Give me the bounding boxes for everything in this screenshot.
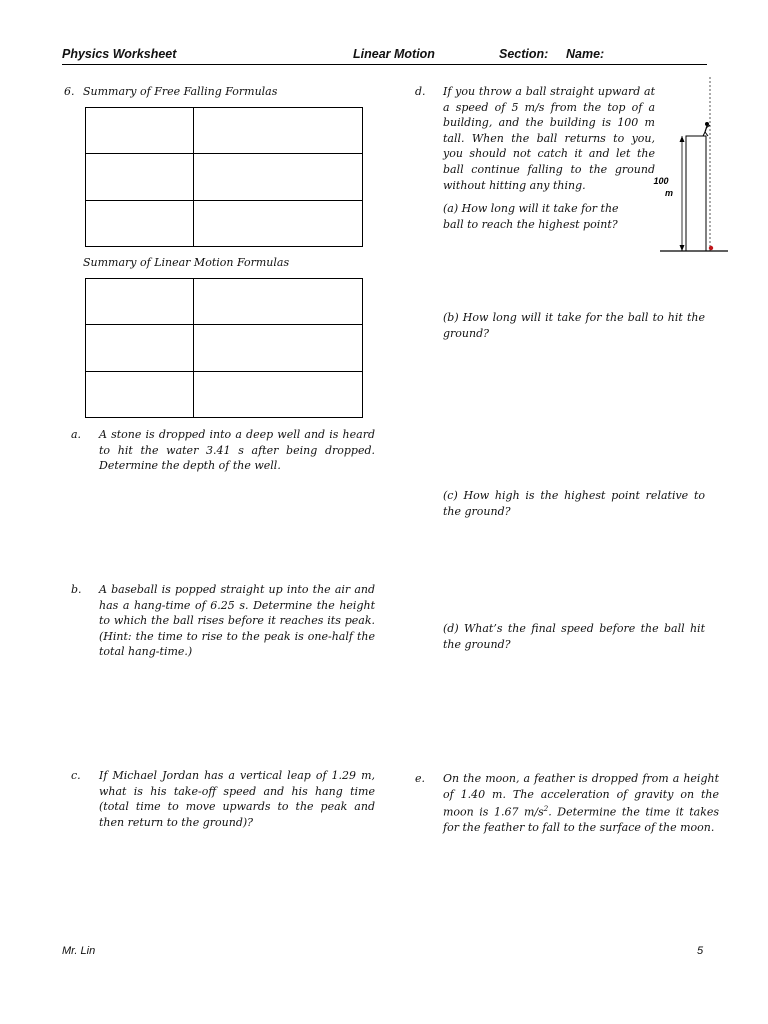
person-icon (703, 122, 710, 136)
table-cell[interactable] (194, 200, 363, 246)
problem-d-part-d: (d) What’s the final speed before the ball hit the ground? (443, 622, 705, 651)
problem-d-letter: d. (415, 85, 426, 98)
problem-d-part-b: (b) How long will it take for the ball to hit the ground? (443, 311, 705, 340)
table-cell[interactable] (194, 279, 363, 325)
problem-a (71, 427, 375, 474)
table-cell[interactable] (86, 371, 194, 417)
problem-e-letter: e. (415, 772, 426, 785)
table-cell[interactable] (194, 154, 363, 200)
table-cell[interactable] (194, 108, 363, 154)
problem-d (415, 84, 655, 193)
name-label: Name: (566, 47, 605, 61)
building-height-unit: m (664, 188, 674, 198)
table-cell[interactable] (194, 325, 363, 371)
problem-e-text-after: . Determine the time it takes for the feather to fall to the surface of the moon. (443, 805, 720, 835)
table-cell[interactable] (86, 154, 194, 200)
table-row (86, 279, 363, 325)
linear-motion-heading: Summary of Linear Motion Formulas (83, 256, 290, 269)
problem-b-letter: b. (71, 583, 82, 596)
problem-e (415, 771, 720, 836)
problem-d-text: If you throw a ball straight upward at a speed of 5 m/s from the top of a building, and the building is 100 m tall. When the ball returns to you, you should not catch it and let the ball continue falling to the ground without hitting any thing. (443, 85, 655, 192)
table-cell[interactable] (86, 325, 194, 371)
table-row (86, 108, 363, 154)
problem-d-part-c: (c) How high is the highest point relative to the ground? (443, 489, 705, 518)
table-cell[interactable] (86, 108, 194, 154)
question-number: 6. (64, 85, 75, 98)
building-height-value: 100 (653, 176, 669, 186)
table-cell[interactable] (194, 371, 363, 417)
topic-title: Linear Motion (353, 47, 435, 61)
page-number: 5 (697, 945, 704, 957)
free-fall-heading: Summary of Free Falling Formulas (83, 85, 278, 98)
arrow-head-top (680, 136, 685, 142)
building-figure (648, 75, 730, 257)
free-fall-formula-table (85, 107, 363, 247)
problem-a-letter: a. (71, 428, 82, 441)
problem-c-letter: c. (71, 769, 81, 782)
worksheet-title: Physics Worksheet (62, 47, 177, 61)
problem-c-text: If Michael Jordan has a vertical leap of 1.29 m, what is his take-off speed and his hang time (total time to move upwards to the peak and then return to the ground)? (99, 769, 375, 829)
table-cell[interactable] (86, 200, 194, 246)
header-divider (62, 64, 707, 65)
problem-b-text: A baseball is popped straight up into the air and has a hang-time of 6.25 s. Determine the height to which the ball rises before it reaches its peak. (Hint: the time to rise to the peak is one-half the total hang-time.) (99, 583, 375, 659)
section-label: Section: (499, 47, 549, 61)
table-row (86, 200, 363, 246)
footer-author: Mr. Lin (62, 945, 96, 957)
table-row (86, 371, 363, 417)
table-row (86, 154, 363, 200)
problem-a-text: A stone is dropped into a deep well and is heard to hit the water 3.41 s after being dropped. Determine the depth of the well. (99, 428, 375, 473)
problem-c (71, 768, 375, 830)
table-cell[interactable] (86, 279, 194, 325)
arrow-head-bottom (680, 245, 685, 251)
problem-d-part-a: (a) How long will it take for the ball to reach the highest point? (443, 202, 619, 231)
problem-e-text-before: On the moon, a feather is dropped from a height of 1.40 m. The acceleration of gravity on the moon is 1.67 m/s (443, 772, 719, 819)
problem-e-superscript: 2 (543, 805, 549, 814)
building-rect (686, 136, 706, 251)
ball-icon (709, 246, 713, 250)
problem-b (71, 582, 375, 660)
linear-motion-formula-table (85, 278, 363, 418)
table-row (86, 325, 363, 371)
